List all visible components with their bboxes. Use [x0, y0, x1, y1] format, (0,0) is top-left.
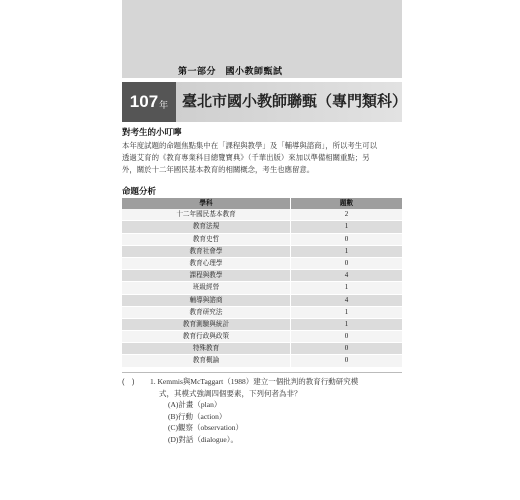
cell-subject: 教育史哲: [122, 234, 291, 245]
table-row: [122, 295, 402, 307]
divider: [122, 372, 402, 373]
analysis-table: [122, 198, 402, 368]
option-c: (C)觀察（observation）: [168, 423, 243, 432]
table-row: [122, 234, 402, 246]
cell-count: 1: [344, 222, 349, 231]
cell-subject: 特殊教育: [122, 343, 291, 354]
tips-heading: 對考生的小叮嚀: [122, 128, 182, 138]
table-row: [122, 246, 402, 258]
question-stem-line2: 式，其模式強調四個要素，下列何者為非？: [159, 388, 302, 398]
cell-count: 1: [344, 246, 349, 255]
year-unit: 年: [159, 101, 169, 111]
table-row: [122, 355, 402, 367]
option-a: (A)計畫（plan）: [168, 400, 222, 409]
table-row: [122, 331, 402, 343]
cell-count: 4: [344, 271, 349, 280]
cell-count: 4: [344, 295, 349, 304]
question-text: [150, 376, 412, 445]
cell-subject: 教育心理學: [122, 258, 291, 269]
analysis-heading: 命題分析: [122, 187, 157, 197]
cell-subject: 教育測驗與統計: [122, 319, 291, 330]
part-label: 第一部分 國小教師甄試: [178, 67, 283, 77]
cell-subject: 十二年國民基本教育: [122, 209, 291, 220]
table-row: [122, 282, 402, 294]
table-row: [122, 319, 402, 331]
table-row: [122, 270, 402, 282]
header-subject: 學科: [122, 198, 291, 209]
cell-count: 0: [344, 344, 349, 353]
tips-line: 透過艾育的《教育專業科目總覽寶典》（千華出版）來加以準備相關重點；另: [122, 153, 370, 162]
cell-subject: 課程與教學: [122, 270, 291, 281]
answer-blank: ( ): [122, 377, 135, 386]
cell-subject: 教育社會學: [122, 246, 291, 257]
cell-count: 1: [344, 319, 349, 328]
cell-count: 1: [344, 307, 349, 316]
cell-subject: 教育研究法: [122, 307, 291, 318]
cell-subject: 教育概論: [122, 355, 291, 366]
table-row: [122, 343, 402, 355]
tips-line: 外，關於十二年國民基本教育的相關概念，考生也應留意。: [122, 165, 315, 174]
cell-count: 1: [344, 283, 349, 292]
cell-subject: 輔導與諮商: [122, 295, 291, 306]
cell-count: 2: [344, 210, 349, 219]
cell-count: 0: [344, 258, 349, 267]
header-count: 題數: [339, 199, 354, 207]
table-row: [122, 258, 402, 270]
cell-count: 0: [344, 332, 349, 341]
cell-subject: 教育法規: [122, 221, 291, 232]
tips-body: [122, 140, 402, 176]
table-header-row: [122, 198, 402, 209]
option-d: (D)對話（dialogue）。: [168, 434, 238, 444]
table-row: [122, 209, 402, 221]
year-badge: [122, 82, 176, 122]
option-b: (B)行動（action）: [168, 411, 227, 421]
year-number: 107: [129, 92, 159, 111]
table-row: [122, 307, 402, 319]
page-title: 臺北市國小教師聯甄（專門類科）: [182, 92, 408, 110]
cell-subject: 班級經營: [122, 282, 291, 293]
question-stem-line1: 1. Kemmis與McTaggart（1988）建立一個批判的教育行動研究模: [150, 377, 359, 386]
tips-line: 本年度試題的命題焦點集中在「課程與教學」及「輔導與諮商」，所以考生可以: [122, 141, 377, 150]
table-row: [122, 221, 402, 233]
cell-count: 0: [344, 234, 349, 243]
cell-count: 0: [344, 356, 349, 365]
cell-subject: 教育行政與政策: [122, 331, 291, 342]
